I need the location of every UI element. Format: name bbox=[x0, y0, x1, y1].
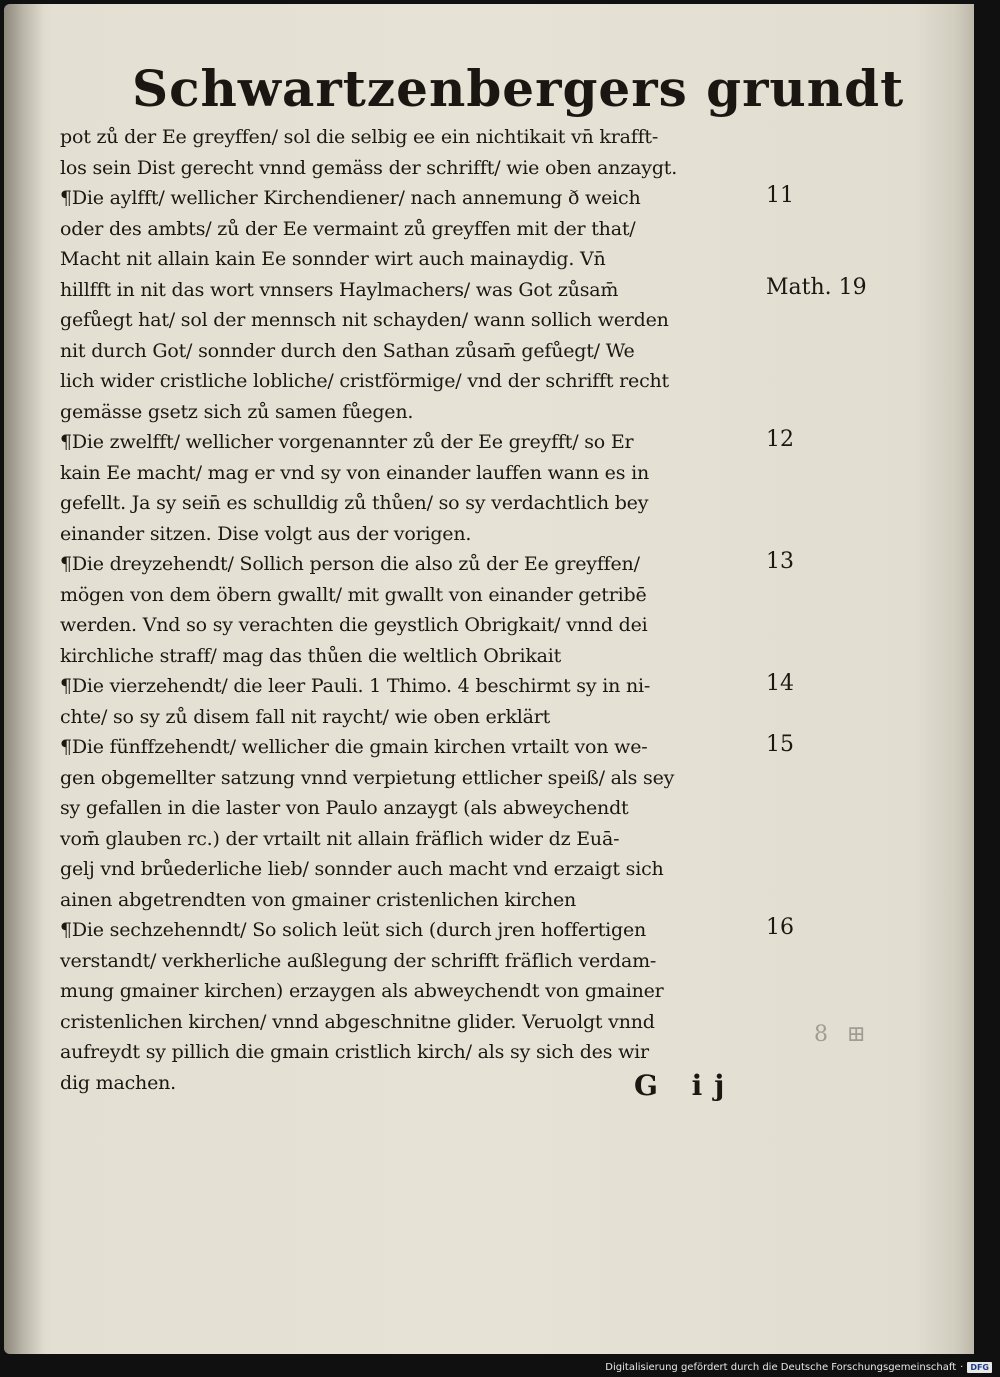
text-line: gen obgemellter satzung vnnd verpietung ettlicher speiß/ als sey bbox=[60, 766, 675, 789]
margin-note: 12 bbox=[766, 427, 794, 452]
text-line: ¶Die fünffzehendt/ wellicher die gmain kirchen vrtailt von we- bbox=[60, 736, 648, 758]
text-line: cristenlichen kirchen/ vnnd abgeschnitne glider. Veruolgt vnnd bbox=[60, 1010, 655, 1033]
book-page bbox=[4, 4, 974, 1354]
text-line: ¶Die sechzehenndt/ So solich leüt sich (durch jren hoffertigen bbox=[60, 919, 647, 941]
margin-note: 15 bbox=[766, 732, 794, 757]
text-line: Macht nit allain kain Ee sonnder wirt auch mainaydig. Vn̄ bbox=[60, 248, 606, 270]
footer-separator: · bbox=[960, 1361, 964, 1373]
margin-note: Math. 19 bbox=[766, 274, 867, 300]
text-line: gemässe gsetz sich zů samen fůegen. bbox=[60, 400, 414, 423]
margin-note: 11 bbox=[766, 183, 794, 208]
dfg-logo: DFG bbox=[967, 1362, 992, 1373]
text-line: aufreydt sy pillich die gmain cristlich kirch/ als sy sich des wir bbox=[60, 1041, 649, 1063]
text-line: ¶Die zwelfft/ wellicher vorgenannter zů der Ee greyfft/ so Er bbox=[60, 431, 634, 453]
text-line: gefůegt hat/ sol der mennsch nit schayden/ wann sollich werden bbox=[60, 309, 669, 331]
text-line: pot zů der Ee greyffen/ sol die selbig ee ein nichtikait vn̄ krafft- bbox=[60, 126, 659, 148]
text-line: ¶Die dreyzehendt/ Sollich person die also zů der Ee greyffen/ bbox=[60, 553, 640, 575]
text-line: oder des ambts/ zů der Ee vermaint zů greyffen mit der that/ bbox=[60, 217, 636, 240]
body-text bbox=[60, 122, 760, 1098]
text-line: kain Ee macht/ mag er vnd sy von einander lauffen wann es in bbox=[60, 461, 650, 484]
text-line: gelj vnd brůederliche lieb/ sonnder auch macht vnd erzaigt sich bbox=[60, 858, 664, 880]
text-line: mögen von dem öbern gwallt/ mit gwallt von einander getribē bbox=[60, 583, 647, 606]
margin-note: 16 bbox=[766, 915, 794, 940]
text-line: ¶Die vierzehendt/ die leer Pauli. 1 Thimo. 4 beschirmt sy in ni- bbox=[60, 675, 651, 697]
text-line: chte/ so sy zů disem fall nit raycht/ wie oben erklärt bbox=[60, 705, 551, 728]
text-line: los sein Dist gerecht vnnd gemäss der schrifft/ wie oben anzaygt. bbox=[60, 156, 678, 179]
text-line: hillfft in nit das wort vnnsers Haylmachers/ was Got zůsam̄ bbox=[60, 278, 619, 301]
text-line: sy gefallen in die laster von Paulo anzaygt (als abweychendt bbox=[60, 797, 629, 819]
running-head: Schwartzenbergers grundt bbox=[132, 59, 905, 118]
text-line: ainen abgetrendten von gmainer cristenlichen kirchen bbox=[60, 888, 577, 911]
text-line: werden. Vnd so sy verachten die geystlich Obrigkait/ vnnd dei bbox=[60, 614, 648, 636]
text-line: verstandt/ verkherliche außlegung der schrifft fräflich verdam- bbox=[60, 949, 657, 972]
text-line: kirchliche straff/ mag das thůen die weltlich Obrikait bbox=[60, 644, 562, 667]
bleed-through-marks: 8 ⊞ bbox=[814, 1022, 872, 1047]
text-line: gefellt. Ja sy sein̄ es schulldig zů thůen/ so sy verdachtlich bey bbox=[60, 492, 649, 514]
digitization-footer bbox=[605, 1360, 992, 1374]
text-line: vom̄ glauben rc.) der vrtailt nit allain fräflich wider dz Euā- bbox=[60, 827, 620, 850]
text-line: lich wider cristliche lobliche/ cristförmige/ vnd der schrifft recht bbox=[60, 370, 669, 392]
signature-mark: G ij bbox=[634, 1069, 737, 1102]
text-line: dig machen. bbox=[60, 1071, 176, 1094]
text-line: nit durch Got/ sonnder durch den Sathan zůsam̄ gefůegt/ We bbox=[60, 339, 635, 362]
footer-credit: Digitalisierung gefördert durch die Deutsche Forschungsgemeinschaft bbox=[605, 1361, 957, 1373]
margin-note: 14 bbox=[766, 671, 794, 696]
text-line: einander sitzen. Dise volgt aus der vorigen. bbox=[60, 522, 472, 545]
text-line: ¶Die aylfft/ wellicher Kirchendiener/ nach annemung ð weich bbox=[60, 187, 641, 209]
margin-note: 13 bbox=[766, 549, 794, 574]
page-binding-shadow bbox=[4, 4, 44, 1354]
text-line: mung gmainer kirchen) erzaygen als abweychendt von gmainer bbox=[60, 980, 664, 1002]
